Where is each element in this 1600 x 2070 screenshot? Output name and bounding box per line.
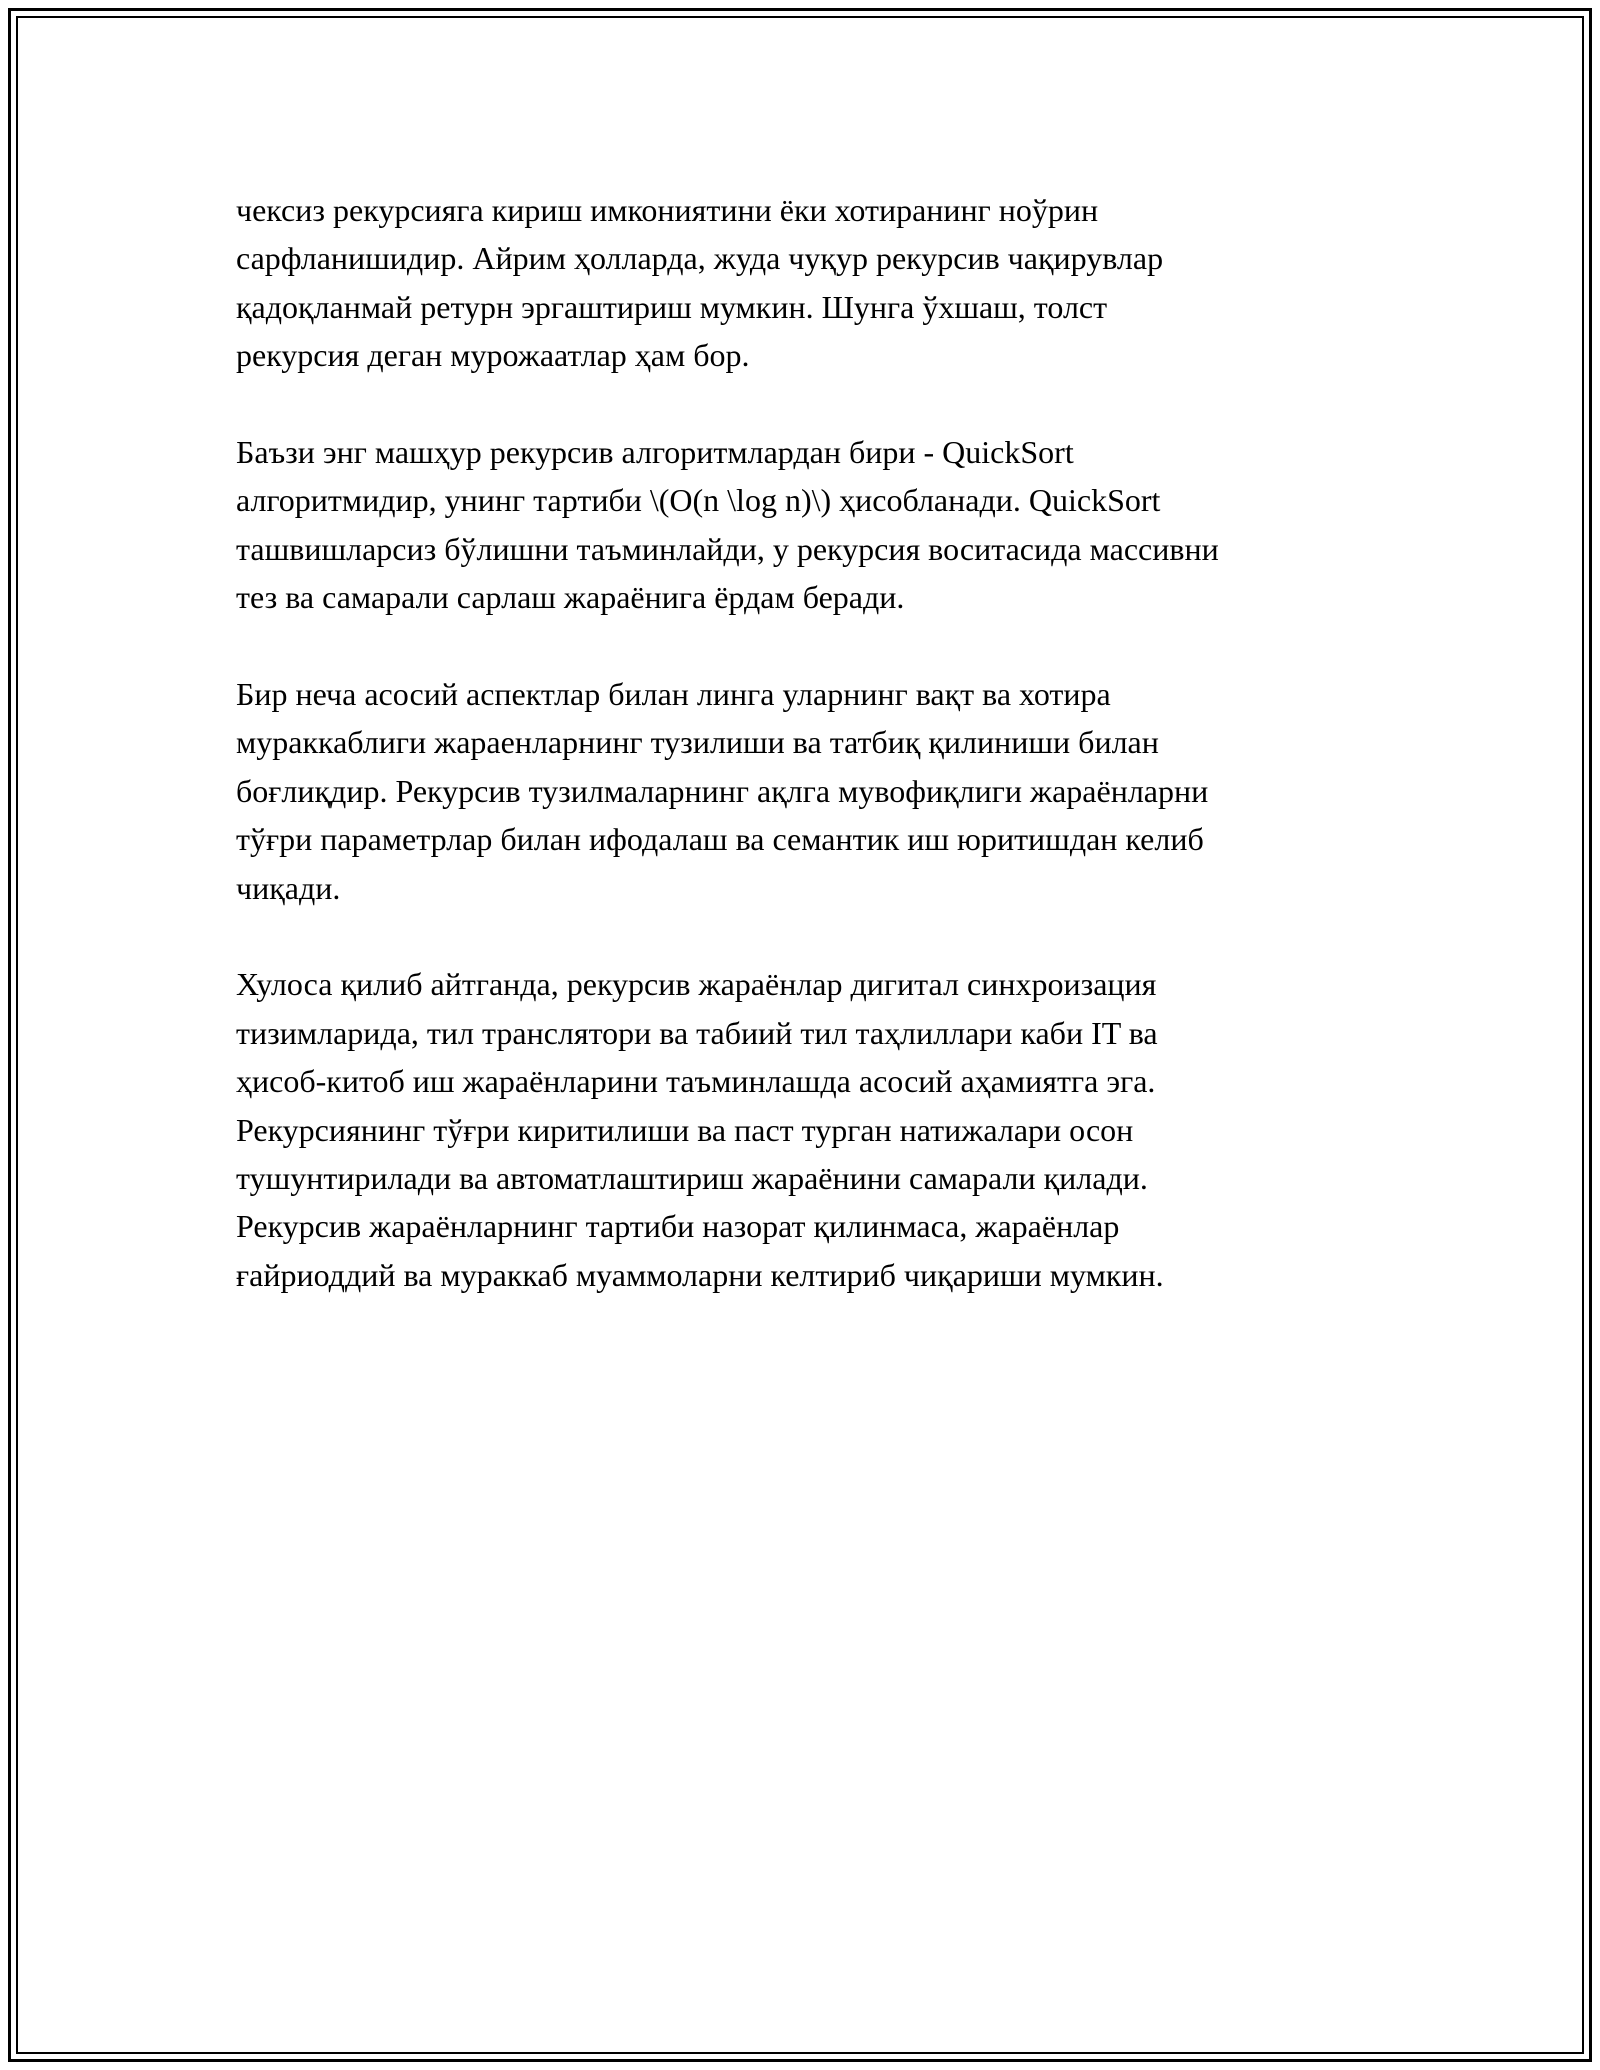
text-line: мураккаблиги жараенларнинг тузилиши ва татбиқ қилиниши билан bbox=[236, 724, 1159, 761]
text-line: чиқади. bbox=[236, 869, 341, 906]
document-body bbox=[236, 186, 1386, 1348]
paragraph-2 bbox=[236, 428, 1386, 622]
text-line: тез ва самарали сарлаш жараёнига ёрдам беради. bbox=[236, 579, 905, 616]
text-line: Хулоса қилиб айтганда, рекурсив жараёнлар дигитал синхроизация bbox=[236, 966, 1157, 1003]
text-line: сарфланишидир. Айрим ҳолларда, жуда чуқур рекурсив чақирувлар bbox=[236, 240, 1164, 277]
paragraph-4 bbox=[236, 960, 1386, 1299]
text-line: қадоқланмай ретурн эргаштириш мумкин. Шунга ўхшаш, толст bbox=[236, 288, 1108, 325]
paragraph-1 bbox=[236, 186, 1386, 380]
text-line: рекурсия деган мурожаатлар ҳам бор. bbox=[236, 337, 750, 374]
text-line: боғлиқдир. Рекурсив тузилмаларнинг ақлга мувофиқлиги жараёнларни bbox=[236, 772, 1209, 809]
text-line: ҳисоб-китоб иш жараёнларини таъминлашда асосий аҳамиятга эга. bbox=[236, 1063, 1156, 1100]
text-line: алгоритмидир, унинг тартиби \(O(n \log n)\) ҳисобланади. QuickSort bbox=[236, 482, 1161, 519]
text-line: ташвишларсиз бўлишни таъминлайди, у рекурсия воситасида массивни bbox=[236, 530, 1219, 567]
text-line: Рекурсиянинг тўғри киритилиши ва паст турган натижалари осон bbox=[236, 1111, 1134, 1148]
text-line: Бир неча асосий аспектлар билан линга уларнинг вақт ва хотира bbox=[236, 676, 1111, 713]
text-line: чексиз рекурсияга кириш имкониятини ёки хотиранинг ноўрин bbox=[236, 192, 1099, 228]
text-line: тизимларида, тил транслятори ва табиий тил таҳлиллари каби IT ва bbox=[236, 1014, 1158, 1051]
text-line: тўғри параметрлар билан ифодалаш ва семантик иш юритишдан келиб bbox=[236, 821, 1204, 858]
paragraph-3 bbox=[236, 670, 1386, 912]
text-line: Баъзи энг машҳур рекурсив алгоритмлардан бири - QuickSort bbox=[236, 434, 1074, 471]
text-line: ғайриоддий ва мураккаб муаммоларни келтириб чиқариши мумкин. bbox=[236, 1256, 1164, 1293]
text-line: тушунтирилади ва автоматлаштириш жараёнини самарали қилади. bbox=[236, 1160, 1148, 1197]
text-line: Рекурсив жараёнларнинг тартиби назорат қилинмаса, жараёнлар bbox=[236, 1208, 1120, 1245]
